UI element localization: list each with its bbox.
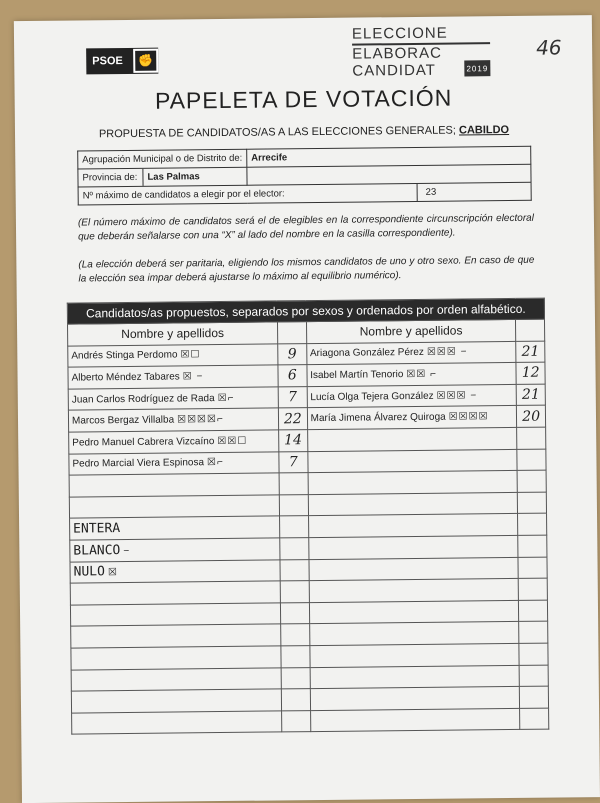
- page-title: PAPELETA DE VOTACIÓN: [15, 83, 593, 116]
- candidate-left: [68, 365, 278, 389]
- election-year-badge: 2019: [464, 60, 490, 76]
- info-table: [77, 146, 532, 206]
- candidate-name: Alberto Méndez Tabares: [72, 371, 180, 383]
- col-header-left: Nombre y apellidos: [68, 322, 278, 346]
- handwritten-label: ENTERA: [73, 521, 120, 536]
- note-2: (La elección deberá ser paritaria, eligiendo los mismos candidatos de uno y otro sexo. En caso de que la elección sea impar deberá ajustarse lo máximo al equilibrio numérico).: [78, 254, 534, 287]
- candidate-right: [307, 363, 517, 387]
- candidate-right: [307, 449, 517, 473]
- tally-marks: ☒☒☒ −: [427, 347, 468, 358]
- vote-count: [517, 449, 546, 471]
- candidate-name: Ariagona González Pérez: [310, 347, 424, 359]
- vote-count: 7: [279, 451, 308, 473]
- handwritten-label: NULO: [74, 565, 105, 580]
- election-logo-line-2: ELABORAC: [352, 44, 490, 62]
- handwritten-page-number: 46: [536, 35, 562, 59]
- candidate-name: Pedro Manuel Cabrera Vizcaíno: [72, 436, 214, 448]
- election-logo: [352, 24, 491, 85]
- tally-row-label: [70, 516, 280, 540]
- candidate-name: Juan Carlos Rodríguez de Rada: [72, 393, 215, 405]
- table-row: [72, 708, 549, 735]
- candidate-right: [307, 406, 517, 430]
- candidate-name: Lucía Olga Tejera González: [310, 390, 433, 402]
- page-subtitle: [15, 123, 593, 141]
- tally-marks: −: [123, 546, 130, 557]
- vote-count: 14: [279, 430, 308, 452]
- election-logo-line-3: CANDIDAT: [352, 61, 490, 79]
- col-header-right: Nombre y apellidos: [306, 319, 516, 343]
- candidates-table-header: Candidatos/as propuestos, separados por sexos y ordenados por orden alfabético.: [67, 298, 544, 324]
- provincia-value: Las Palmas: [143, 168, 247, 186]
- tally-marks: ☒☐: [180, 350, 200, 361]
- vote-count: 6: [278, 365, 307, 387]
- psoe-logo: [86, 48, 158, 75]
- vote-count: 22: [278, 408, 307, 430]
- candidate-left: [68, 387, 278, 411]
- candidate-name: Pedro Marcial Viera Espinosa: [72, 458, 204, 470]
- vote-count: 20: [517, 405, 546, 427]
- candidate-left: [68, 408, 278, 432]
- tally-marks: ☒: [108, 567, 118, 578]
- maximo-label: Nº máximo de candidatos a elegir por el elector:: [79, 184, 418, 205]
- subtitle-emphasis: CABILDO: [459, 124, 509, 137]
- agrupacion-label: Agrupación Municipal o de Distrito de:: [78, 149, 247, 169]
- vote-count: [517, 427, 546, 449]
- tally-marks: ☒☒☒ −: [437, 390, 478, 401]
- tally-row-label: [70, 559, 280, 583]
- vote-count: 12: [516, 362, 545, 384]
- candidate-right: [307, 427, 517, 451]
- handwritten-label: BLANCO: [73, 543, 120, 558]
- tally-marks: ☒ −: [183, 371, 204, 382]
- candidate-right: [307, 384, 517, 408]
- candidate-name: Marcos Bergaz Villalba: [72, 415, 174, 427]
- candidate-name: Isabel Martín Tenorio: [310, 369, 403, 381]
- tally-marks: ☒☒☒☒⌐: [177, 414, 224, 425]
- candidate-name: María Jimena Álvarez Quiroga: [311, 412, 446, 424]
- candidate-left: [69, 451, 279, 475]
- candidate-right: [306, 341, 516, 365]
- candidate-left: [68, 344, 278, 368]
- vote-count: 21: [516, 384, 545, 406]
- candidates-table: [67, 298, 550, 735]
- tally-marks: ☒⌐: [207, 457, 224, 468]
- tally-marks: ☒⌐: [218, 392, 235, 403]
- provincia-label: Provincia de:: [78, 169, 143, 187]
- party-logo-text: PSOE: [86, 55, 131, 67]
- tally-marks: ☒☒☒☒: [449, 411, 489, 422]
- maximo-value: 23: [417, 183, 531, 201]
- vote-count: 21: [516, 341, 545, 363]
- election-logo-line-1: ELECCIONE: [352, 24, 490, 45]
- vote-count: 7: [278, 386, 307, 408]
- tally-marks: ☒☒☐: [217, 436, 247, 447]
- agrupacion-value: Arrecife: [247, 146, 531, 167]
- subtitle-text: PROPUESTA DE CANDIDATOS/AS A LAS ELECCIONES GENERALES;: [99, 125, 456, 141]
- rose-fist-icon: ✊: [133, 49, 159, 73]
- tally-marks: ☒☒ ⌐: [406, 369, 437, 380]
- candidate-name: Andrés Stinga Perdomo: [71, 350, 177, 362]
- tally-row-label: [70, 538, 280, 562]
- vote-count: 9: [278, 343, 307, 365]
- ballot-paper: [14, 15, 600, 803]
- candidate-left: [69, 430, 279, 454]
- note-1: (El número máximo de candidatos será el de elegibles en la correspondiente circunscripción electoral que deberán señalarse con una “X” al lado del nombre en la casilla correspondiente).: [78, 212, 534, 245]
